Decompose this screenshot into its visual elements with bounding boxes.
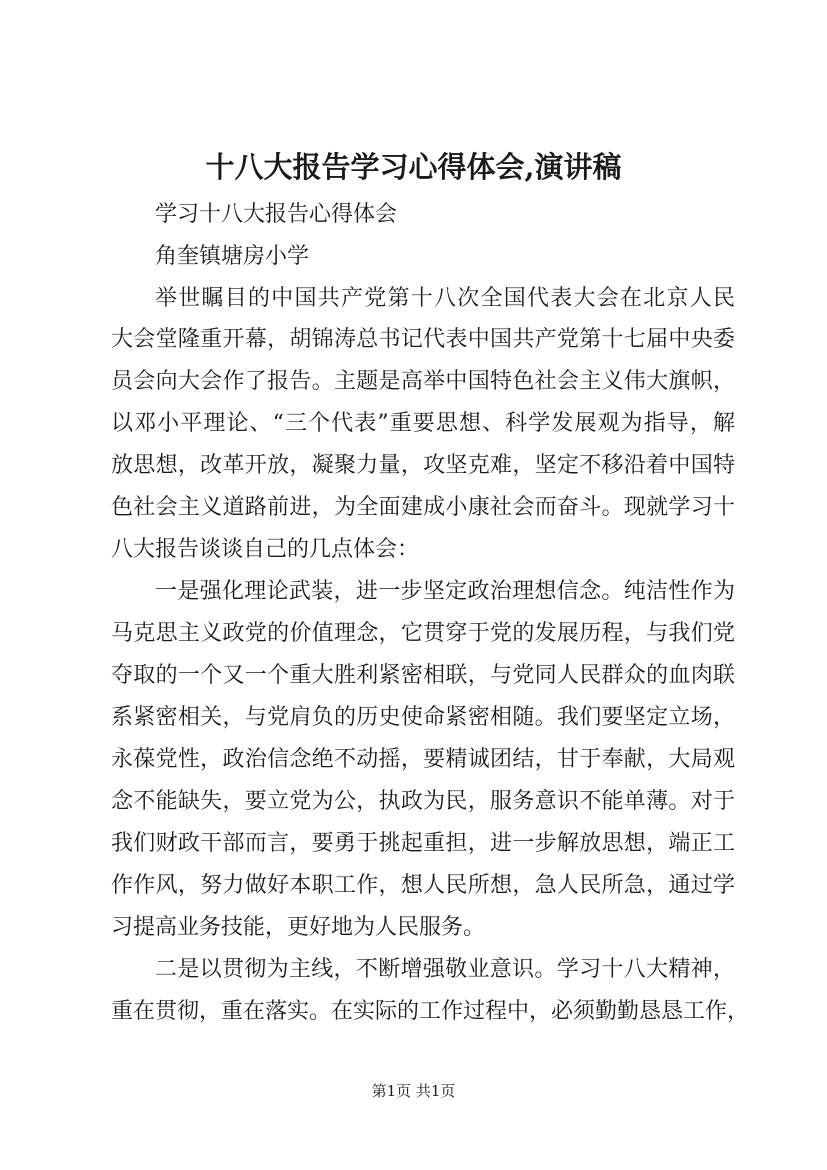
paragraph-line: 念不能缺失，要立党为公，执政为民，服务意识不能单薄。对于 (111, 789, 735, 814)
paragraph-line: 马克思主义政党的价值理念，它贯穿于党的发展历程，与我们党 (111, 621, 735, 646)
paragraph-line: 色社会主义道路前进，为全面建成小康社会而奋斗。现就学习十 (111, 495, 735, 520)
author-line: 角奎镇塘房小学 (155, 244, 310, 269)
paragraph-line: 系紧密相关，与党肩负的历史使命紧密相随。我们要坚定立场， (111, 705, 735, 730)
document-title: 十八大报告学习心得体会,演讲稿 (205, 150, 622, 184)
paragraph-line: 重在贯彻，重在落实。在实际的工作过程中，必须勤勤恳恳工作， (111, 999, 750, 1024)
paragraph-line: 一是强化理论武装，进一步坚定政治理想信念。纯洁性作为 (155, 579, 735, 604)
paragraph-line: 员会向大会作了报告。主题是高举中国特色社会主义伟大旗帜， (111, 369, 735, 394)
paragraph-line: 二是以贯彻为主线，不断增强敬业意识。学习十八大精神， (155, 957, 735, 982)
paragraph-line: 作作风，努力做好本职工作，想人民所想，急人民所急，通过学 (111, 873, 735, 898)
paragraph-line: 以邓小平理论、“三个代表”重要思想、科学发展观为指导，解 (111, 411, 735, 436)
paragraph-line: 大会堂隆重开幕，胡锦涛总书记代表中国共产党第十七届中央委 (111, 327, 735, 352)
page-number-footer: 第1页 共1页 (371, 1082, 456, 1100)
paragraph-line: 放思想，改革开放，凝聚力量，攻坚克难，坚定不移沿着中国特 (111, 453, 735, 478)
paragraph-line: 举世瞩目的中国共产党第十八次全国代表大会在北京人民 (155, 286, 735, 311)
paragraph-line: 永葆党性，政治信念绝不动摇，要精诚团结，甘于奉献，大局观 (111, 747, 735, 772)
subtitle-line: 学习十八大报告心得体会 (155, 202, 398, 227)
paragraph-line: 八大报告谈谈自己的几点体会： (111, 537, 420, 562)
paragraph-line: 我们财政干部而言，要勇于挑起重担，进一步解放思想，端正工 (111, 831, 735, 856)
paragraph-line: 夺取的一个又一个重大胜利紧密相联，与党同人民群众的血肉联 (111, 663, 735, 688)
paragraph-line: 习提高业务技能，更好地为人民服务。 (111, 915, 486, 940)
